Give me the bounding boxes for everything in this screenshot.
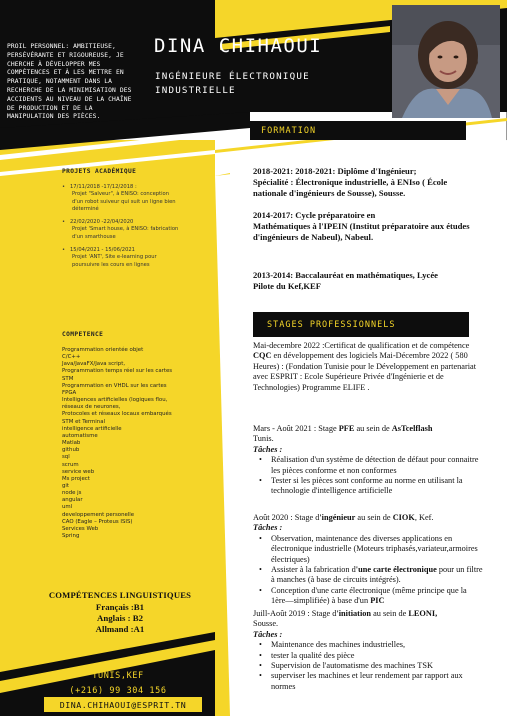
list-item xyxy=(271,565,483,586)
pfe-intro: Mars - Août 2021 : Stage xyxy=(253,424,337,433)
ciok-company: CIOK xyxy=(392,513,415,522)
contact-phone: (+216) 99 304 156 xyxy=(69,686,167,696)
ciok-mid: au sein de xyxy=(357,513,391,522)
language-item-en: Anglais : B2 xyxy=(97,613,143,623)
education-dates: 2018-2021: 2018-2021: Diplôme d'Ingénieur; xyxy=(253,166,417,176)
list-item: Intelligences artificielles (logiques flou, réseaux de neurones, xyxy=(62,397,168,411)
list-item: scrum xyxy=(62,461,79,468)
leoni-company: LEONI, xyxy=(408,609,438,618)
task-text: Conception d'une carte électronique (même principe que la 1ère—simplifiée) à base d'un xyxy=(271,585,467,606)
white-slant-4 xyxy=(215,156,250,166)
list-item: • Maintenance des machines industrielles, xyxy=(271,640,483,650)
formation-title: FORMATION xyxy=(261,126,317,136)
ciok-taches-label: Tâches : xyxy=(253,523,283,533)
list-item: Programmation temps réel sur les cartes STM xyxy=(62,368,173,382)
list-item: service web xyxy=(62,468,95,475)
project-date: • 22/02/2020 -22/04/2020 xyxy=(70,219,134,226)
task-text: pour un filtre à manches (à base de circuits intégrés). xyxy=(271,565,483,585)
project-desc: Projet 'ANT', Site e-learning pour poursuivre les cours en lignes xyxy=(72,254,157,268)
list-item: • Tester si les pièces sont conforme au norme en utilisant la technologie d'intelligence artificielle xyxy=(271,476,483,497)
pfe-type: PFE xyxy=(338,424,355,433)
skills-title: COMPETENCE xyxy=(62,331,104,338)
list-item: Matlab xyxy=(62,440,81,447)
profile-photo xyxy=(392,5,500,118)
pfe-city: Tunis. xyxy=(253,434,274,444)
task-text: Assister à la fabrication d xyxy=(271,565,356,575)
education-item-3 xyxy=(253,270,483,292)
ciok-type: 'ingénieur xyxy=(319,513,356,522)
pfe-mid: au sein de xyxy=(356,424,390,433)
leoni-task-list xyxy=(253,640,483,692)
education-text: Pilote du Kef,KEF xyxy=(253,280,322,291)
list-item: github xyxy=(62,447,80,454)
project-desc: Projet "Salveur", à ENISO: conception d'un robot suiveur qui suit un ligne bien déterminé xyxy=(72,191,176,212)
education-item-2 xyxy=(253,210,483,242)
experience-leoni xyxy=(253,609,483,692)
education-dates: 2014-2017: Cycle préparatoire en xyxy=(253,210,376,220)
list-item: developpement personelle xyxy=(62,511,135,518)
list-item xyxy=(271,586,483,607)
leoni-mid: au sein de xyxy=(373,609,407,618)
education-text: Mathématiques à l'IPEIN (Institut préparatoire aux études d'ingénieurs de Nabeul), Nabeul. xyxy=(253,220,470,242)
list-item: Services Web xyxy=(62,525,99,532)
skills-list xyxy=(62,347,180,540)
pfe-task-list xyxy=(253,455,483,497)
education-text: Spécialité : Électronique industrielle, à ENIso ( École nationale d'ingénieurs de Sousse), Sousse. xyxy=(253,176,448,198)
list-item: C/C++ xyxy=(62,354,81,361)
task-bold: 'une carte électronique xyxy=(355,565,437,575)
cqc-line-1: Mai-decembre 2022 :Certificat de qualification et de compétence xyxy=(253,341,470,350)
person-name: DINA CHIHAOUI xyxy=(154,35,323,57)
list-item: Java/JavaFX/Java script, xyxy=(62,361,126,368)
pfe-taches-label: Tâches : xyxy=(253,444,283,454)
list-item xyxy=(62,247,180,269)
ciok-city: , Kef. xyxy=(414,513,434,522)
list-item: Ms project xyxy=(62,475,90,482)
list-item: • tester la qualité des pièce xyxy=(271,651,483,661)
education-item-1 xyxy=(253,166,483,198)
person-role xyxy=(155,70,385,98)
list-item: Programmation en VHDL sur les cartes FPGA xyxy=(62,382,167,396)
leoni-taches-label: Tâches : xyxy=(253,629,283,639)
language-item-de: Allmand :A1 xyxy=(95,624,145,634)
list-item: Protocoles et réseaux locaux embarqués STM et Terminal xyxy=(62,411,172,425)
project-date: • 15/04/2021 - 15/06/2021 xyxy=(70,247,135,254)
list-item xyxy=(62,219,180,241)
list-item: • Supervision de l'automatisme des machines TSK xyxy=(271,661,483,671)
languages-title: COMPÉTENCES LINGUISTIQUES xyxy=(48,590,192,600)
language-item-fr: Français :B1 xyxy=(95,602,145,612)
list-item: CAO (Eagle – Proteus ISIS) xyxy=(62,518,133,525)
experience-pfe xyxy=(253,424,483,497)
profile-text: PROIL PERSONNEL: AMBITIEUSE, PERSÉVÉRANTE ET RIGOUREUSE, JE CHERCHE À DÉVELOPPER MES COMPÉTENCES ET À LES METTRE EN PRATIQUE, NOTAMMENT DANS LA RECHERCHE DE LA MINIMISATION DES ACCIDENTS AU NIVEAU DE LA CHAÎNE DE PRODUCTION ET DE LA MANIPULATION DES PIÈCES. xyxy=(7,43,132,121)
list-item: • Observation, maintenance des diverses applications en électronique industrielle (Moteurs triphasés,variateur,armoires électriques) xyxy=(271,534,483,565)
list-item xyxy=(62,184,180,213)
list-item: • superviser les machines et leur rendement par rapport aux normes xyxy=(271,671,483,692)
ciok-intro: Août 2020 : Stage d xyxy=(253,513,320,522)
contact-email: DINA.CHIHAOUI@ESPRIT.TN xyxy=(59,700,187,710)
role-line-1: INGÉNIEURE ÉLECTRONIQUE xyxy=(155,71,310,82)
leoni-intro: Juill-Août 2019 : Stage d xyxy=(253,609,337,618)
project-desc: Projet 'Smart house, à ENISO: fabrication d'un smarthouse xyxy=(72,226,179,240)
leoni-type: 'initiation xyxy=(336,609,372,618)
ciok-task-list xyxy=(253,534,483,607)
task-bold: PIC xyxy=(370,596,385,606)
list-item: angular xyxy=(62,497,83,504)
list-item: • Réalisation d'un système de détection de défaut pour connaitre les pièces conforme et non conformes xyxy=(271,455,483,476)
projects-list xyxy=(62,184,180,275)
leoni-city: Sousse. xyxy=(253,619,279,629)
education-dates: 2013-2014: Baccalauréat en mathématiques, Lycée xyxy=(253,270,438,280)
role-line-2: INDUSTRIELLE xyxy=(155,85,236,96)
projects-title: PROJETS ACADÉMIQUE xyxy=(62,168,137,175)
list-item: Programmation orientée objet xyxy=(62,347,144,353)
list-item: automatisme xyxy=(62,432,98,439)
list-item: sql xyxy=(62,454,70,461)
list-item: intelligence artificielle xyxy=(62,425,122,432)
cqc-bold: CQC xyxy=(253,351,272,361)
experience-cqc xyxy=(253,341,483,393)
list-item: Spring xyxy=(62,533,80,540)
cqc-line-2: en développement des logiciels Mai-Décembre 2022 ( 580 Heures) : (Fondation Tunisie pour le Développement en partenariat avec ESPRIT : Ecole Supérieure Privée d'Ingénierie et de Technologies) Programme ELIFE . xyxy=(253,351,477,392)
stages-title: STAGES PROFESSIONNELS xyxy=(267,320,396,330)
list-item: uml xyxy=(62,504,73,511)
list-item: node js xyxy=(62,490,82,497)
experience-ciok xyxy=(253,513,483,607)
pfe-company: AsTcelflash xyxy=(391,424,433,433)
project-date: • 17/11/2018 -17/12/2018 : xyxy=(70,184,137,190)
list-item: git xyxy=(62,482,70,489)
contact-city: TUNIS,KEF xyxy=(92,671,144,681)
